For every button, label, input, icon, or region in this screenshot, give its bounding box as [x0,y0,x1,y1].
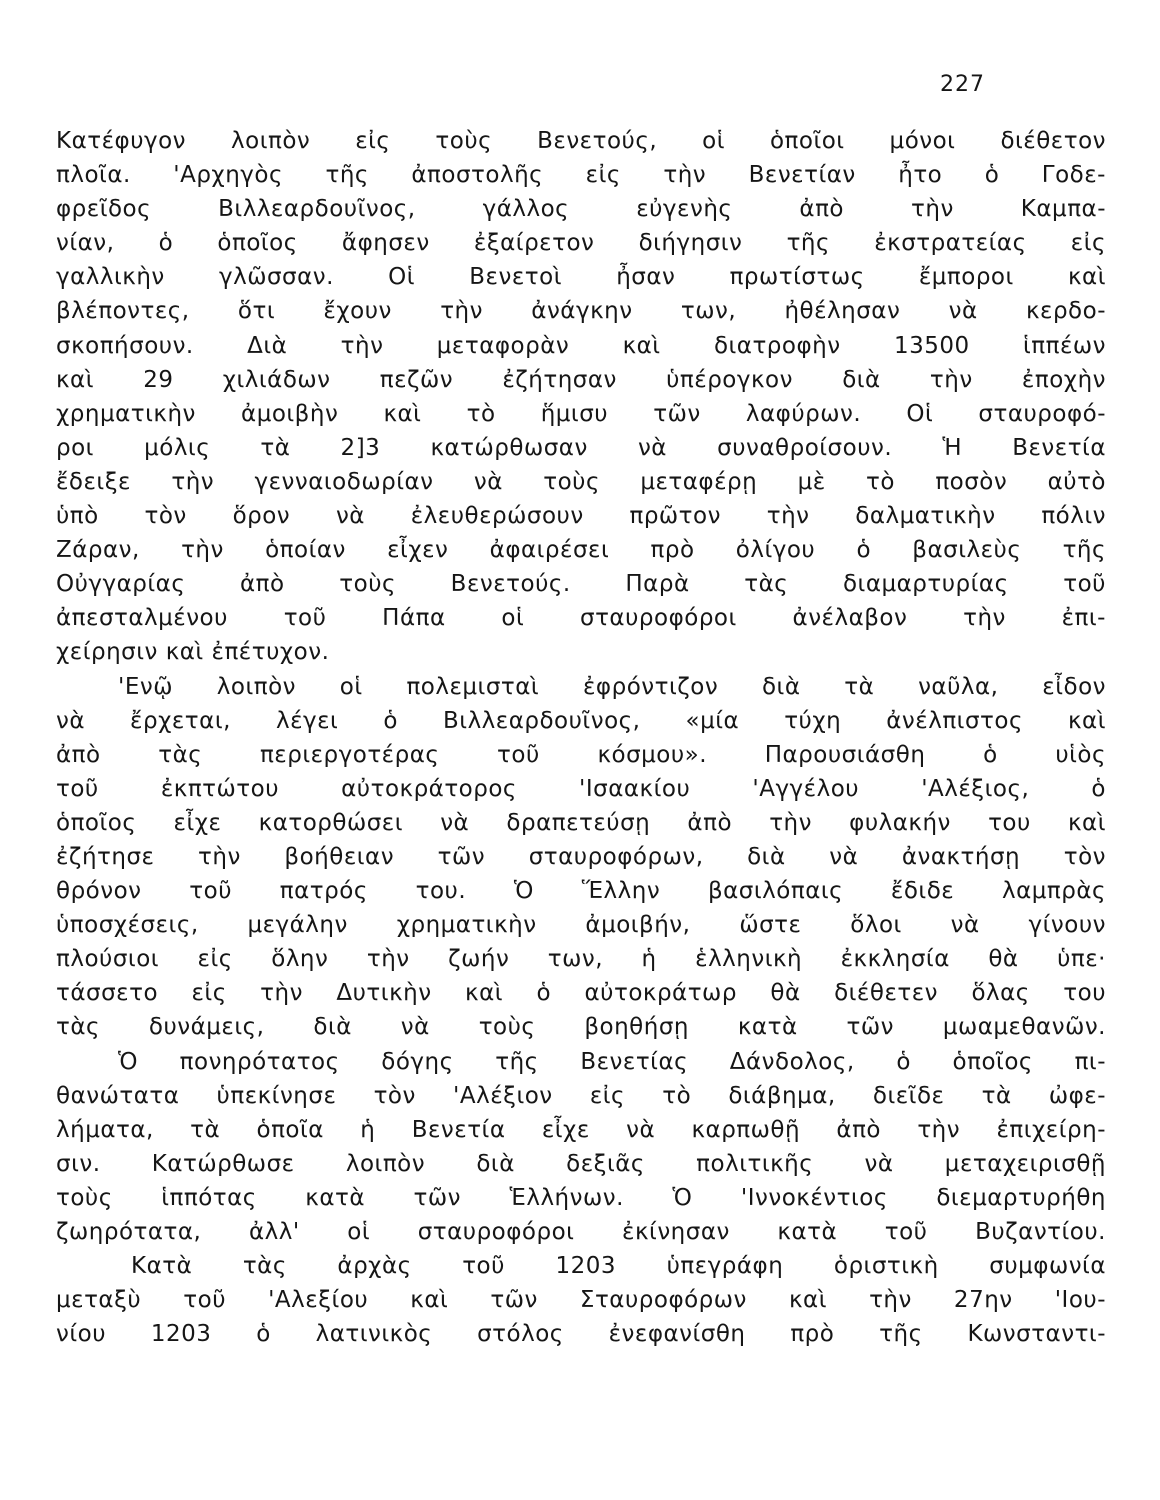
text-line: Ζάραν, τὴν ὁποίαν εἶχεν ἀφαιρέσει πρὸ ὀλίγου ὁ βασιλεὺς τῆς [56,537,1106,564]
text-line: ἔδειξε τὴν γενναιοδωρίαν νὰ τοὺς μεταφέρῃ μὲ τὸ ποσὸν αὐτὸ [56,468,1106,495]
text-line: νὰ ἔρχεται, λέγει ὁ Βιλλεαρδουῖνος, «μία τύχη ἀνέλπιστος καὶ [56,707,1106,734]
text-line: πλοῖα. 'Αρχηγὸς τῆς ἀποστολῆς εἰς τὴν Βενετίαν ἦτο ὁ Γοδε- [56,162,1106,189]
text-line: χείρησιν καὶ ἐπέτυχον. [56,639,330,666]
text-line: φρεῖδος Βιλλεαρδουῖνος, γάλλος εὐγενὴς ἀπὸ τὴν Καμπα- [56,196,1106,223]
text-line: 'Ενῷ λοιπὸν οἱ πολεμισταὶ ἐφρόντιζον διὰ τὰ ναῦλα, εἶδον [118,673,1106,700]
text-line: τοὺς ἱππότας κατὰ τῶν Ἑλλήνων. Ὁ 'Ιννοκέντιος διεμαρτυρήθη [56,1184,1106,1211]
text-line: βλέποντες, ὅτι ἔχουν τὴν ἀνάγκην των, ἠθέλησαν νὰ κερδο- [56,298,1106,325]
body-text [56,124,1106,1351]
text-line: καὶ 29 χιλιάδων πεζῶν ἐζήτησαν ὑπέρογκον διὰ τὴν ἐποχὴν [56,366,1106,393]
text-line: Κατέφυγον λοιπὸν εἰς τοὺς Βενετούς, οἱ ὁποῖοι μόνοι διέθετον [56,128,1106,154]
text-line: νίου 1203 ὁ λατινικὸς στόλος ἐνεφανίσθη πρὸ τῆς Κωνσταντι- [56,1321,1106,1348]
text-line: ροι μόλις τὰ 2]3 κατώρθωσαν νὰ συναθροίσουν. Ἡ Βενετία [56,434,1106,461]
text-line: ἐζήτησε τὴν βοήθειαν τῶν σταυροφόρων, διὰ νὰ ἀνακτήσῃ τὸν [56,843,1106,870]
text-line: νίαν, ὁ ὁποῖος ἄφησεν ἐξαίρετον διήγησιν τῆς ἐκστρατείας εἰς [56,230,1106,257]
text-line: γαλλικὴν γλῶσσαν. Οἱ Βενετοὶ ἦσαν πρωτίστως ἔμποροι καὶ [56,264,1106,291]
text-line: ὑπὸ τὸν ὅρον νὰ ἐλευθερώσουν πρῶτον τὴν δαλματικὴν πόλιν [56,503,1106,530]
text-line: Κατὰ τὰς ἀρχὰς τοῦ 1203 ὑπεγράφη ὁριστικὴ συμφωνία [131,1253,1106,1280]
text-line: ἀπὸ τὰς περιεργοτέρας τοῦ κόσμου». Παρουσιάσθη ὁ υἱὸς [56,741,1106,768]
text-line: λήματα, τὰ ὁποῖα ἡ Βενετία εἶχε νὰ καρπωθῇ ἀπὸ τὴν ἐπιχείρη- [56,1116,1106,1143]
text-line: τὰς δυνάμεις, διὰ νὰ τοὺς βοηθήσῃ κατὰ τῶν μωαμεθανῶν. [56,1014,1106,1041]
text-line: πλούσιοι εἰς ὅλην τὴν ζωήν των, ἡ ἑλληνικὴ ἐκκλησία θὰ ὑπε· [56,946,1106,973]
text-line: τοῦ ἐκπτώτου αὐτοκράτορος 'Ισαακίου 'Αγγέλου 'Αλέξιος, ὁ [56,775,1106,802]
text-line: τάσσετο εἰς τὴν Δυτικὴν καὶ ὁ αὐτοκράτωρ θὰ διέθετεν ὅλας του [56,980,1106,1007]
text-line: Ὁ πονηρότατος δόγης τῆς Βενετίας Δάνδολος, ὁ ὁποῖος πι- [118,1048,1106,1075]
text-line: χρηματικὴν ἀμοιβὴν καὶ τὸ ἥμισυ τῶν λαφύρων. Οἱ σταυροφό- [56,400,1106,427]
text-line: σιν. Κατώρθωσε λοιπὸν διὰ δεξιᾶς πολιτικῆς νὰ μεταχειρισθῇ [56,1150,1106,1177]
page-number: 227 [940,72,985,97]
text-line: θανώτατα ὑπεκίνησε τὸν 'Αλέξιον εἰς τὸ διάβημα, διεῖδε τὰ ὠφε- [56,1082,1106,1109]
text-line: ἀπεσταλμένου τοῦ Πάπα οἱ σταυροφόροι ἀνέλαβον τὴν ἐπι- [56,605,1106,632]
text-line: ζωηρότατα, ἀλλ' οἱ σταυροφόροι ἐκίνησαν κατὰ τοῦ Βυζαντίου. [56,1219,1106,1245]
text-line: θρόνον τοῦ πατρός του. Ὁ Ἕλλην βασιλόπαις ἔδιδε λαμπρὰς [56,878,1106,905]
text-line: ὑποσχέσεις, μεγάλην χρηματικὴν ἀμοιβήν, ὥστε ὅλοι νὰ γίνουν [56,912,1106,939]
text-line: σκοπήσουν. Διὰ τὴν μεταφορὰν καὶ διατροφὴν 13500 ἱππέων [56,332,1106,359]
text-line: ὁποῖος εἶχε κατορθώσει νὰ δραπετεύσῃ ἀπὸ τὴν φυλακήν του καὶ [56,809,1106,836]
text-line: μεταξὺ τοῦ 'Αλεξίου καὶ τῶν Σταυροφόρων καὶ τὴν 27ην 'Ιου- [56,1287,1106,1314]
text-line: Οὐγγαρίας ἀπὸ τοὺς Βενετούς. Παρὰ τὰς διαμαρτυρίας τοῦ [56,571,1106,598]
